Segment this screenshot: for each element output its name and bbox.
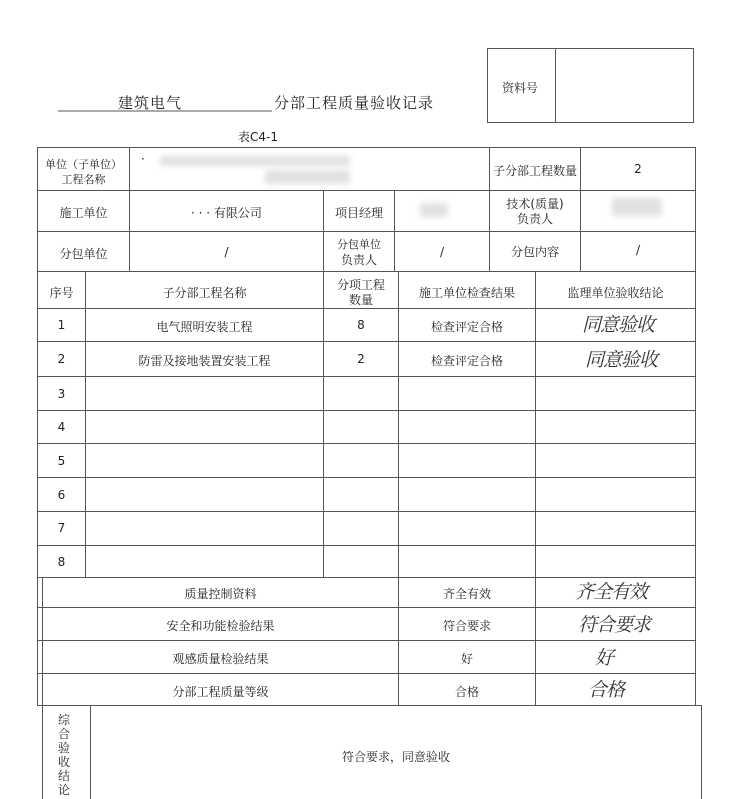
sub-count-value: 2 [634, 162, 642, 176]
col-header-supervise: 监理单位验收结论 [567, 286, 664, 300]
tech-label-line1: 技术(质量) [506, 197, 564, 211]
doc-no-label: 资料号 [502, 81, 539, 95]
subcontractor-value: / [224, 245, 229, 259]
contractor-label: 施工单位 [59, 206, 108, 220]
row-check: 检查评定合格 [430, 320, 503, 334]
sub-content-value: / [635, 243, 641, 257]
row-no: 5 [57, 454, 66, 468]
unit-name-label-line2: 工程名称 [61, 173, 106, 186]
col-header-no: 序号 [49, 286, 74, 300]
summary-result: 齐全有效 [442, 587, 491, 601]
form-code: 表C4-1 [238, 130, 278, 144]
row-supervise-signature: 同意验收 [582, 314, 655, 336]
row-no: 7 [57, 521, 66, 535]
row-no: 1 [57, 318, 66, 332]
tech-label-line2: 负责人 [516, 212, 553, 226]
redacted-tech-name [612, 198, 662, 216]
title-suffix: 分部工程质量验收记录 [274, 94, 435, 112]
unit-name-value: · [141, 152, 145, 166]
title-prefix: 建筑电气 [118, 94, 183, 112]
col-header-count-line1: 分项工程 [336, 278, 385, 292]
col-header-count-line2: 数量 [348, 293, 373, 307]
row-name: 电气照明安装工程 [156, 320, 253, 334]
row-no: 3 [57, 387, 66, 401]
summary-result: 好 [460, 652, 473, 666]
row-name: 防雷及接地装置安装工程 [138, 354, 271, 368]
sub-count-label: 子分部工程数量 [492, 164, 577, 178]
sub-lead-label-line1: 分包单位 [337, 238, 381, 251]
summary-label: 观感质量检验结果 [172, 652, 269, 666]
summary-label: 分部工程质量等级 [172, 685, 269, 699]
contractor-value: · · · 有限公司 [191, 206, 262, 220]
unit-name-label-line1: 单位（子单位） [45, 158, 122, 171]
summary-label: 质量控制资料 [184, 587, 257, 601]
row-supervise-signature: 同意验收 [585, 349, 658, 371]
sub-content-label: 分包内容 [510, 245, 559, 259]
subcontractor-label: 分包单位 [59, 247, 108, 261]
summary-result: 合格 [454, 685, 479, 699]
row-no: 8 [57, 555, 66, 569]
conclusion-label: 综合验收结论 [58, 713, 71, 797]
summary-supervise-signature: 好 [595, 647, 614, 669]
col-header-name: 子分部工程名称 [162, 286, 247, 300]
summary-supervise-signature: 合格 [588, 679, 625, 701]
sub-lead-value: / [439, 245, 445, 259]
sub-lead-label-line2: 负责人 [340, 253, 377, 267]
summary-label: 安全和功能检验结果 [166, 619, 275, 633]
summary-result: 符合要求 [442, 619, 491, 633]
row-no: 6 [57, 488, 66, 502]
redacted-project-name-2 [265, 170, 350, 184]
summary-supervise-signature: 齐全有效 [575, 581, 648, 603]
pm-label: 项目经理 [334, 206, 383, 220]
row-count: 2 [357, 352, 365, 366]
conclusion-text: 符合要求，同意验收 [341, 750, 450, 764]
row-count: 8 [357, 318, 365, 332]
col-header-check: 施工单位检查结果 [418, 286, 515, 300]
summary-supervise-signature: 符合要求 [578, 614, 651, 636]
row-no: 4 [57, 420, 66, 434]
redacted-pm-name [420, 203, 448, 217]
redacted-project-name [160, 156, 350, 166]
row-no: 2 [57, 352, 66, 366]
row-check: 检查评定合格 [430, 354, 503, 368]
